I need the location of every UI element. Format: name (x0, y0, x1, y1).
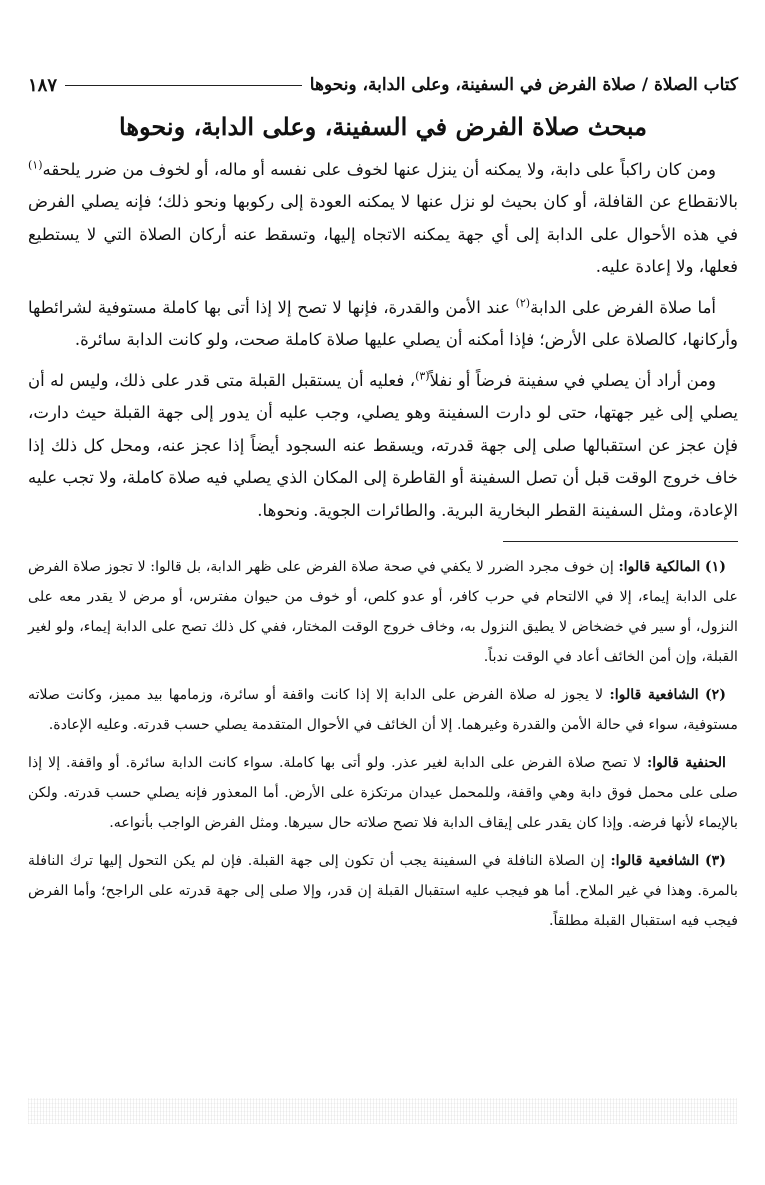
paragraph-3-part-b: ، فعليه أن يستقبل القبلة متى قدر على ذلك، وليس له أن يصلي إلى غير جهتها، حتى لو دارت السفينة وهو يصلي، وجب عليه أن يدور إلى جهة القبلة حيث دارت، فإن عجز عن استقبالها صلى إلى جهة قدرته، ويسقط عنه السجود أيضاً إذا عجز عنه، ومحل كل ذلك إذا خاف خروج الوقت قبل أن تصل السفينة أو القاطرة إلى المكان الذي يصلي فيه صلاة كاملة، ولا تجب عليه الإعادة، ومثل السفينة القطر البخارية البرية. والطائرات الجوية. ونحوها. (28, 370, 739, 520)
running-header (28, 70, 738, 100)
footnote-separator (503, 541, 738, 542)
paragraph-3 (28, 365, 738, 528)
paragraph-1 (28, 154, 738, 284)
footnote-2 (28, 680, 738, 740)
header-rule (65, 85, 302, 86)
footnote-3-text: إن الصلاة النافلة في السفينة يجب أن تكون إلى جهة القبلة. فإن لم يكن التحول إليها ترك النافلة بالمرة. وهذا في غير الملاح. أما هو فيجب عليه استقبال القبلة إن قدر، وإلا صلى إلى جهة قدرته على الراجح؛ وأما الفرض فيجب فيه استقبال القبلة مطلقاً. (28, 853, 738, 930)
footnotes (28, 552, 738, 936)
scan-noise-strip (28, 1098, 737, 1124)
paragraph-2-part-b: عند الأمن والقدرة، فإنها لا تصح إلا إذا أتى بها كاملة مستوفية لشرائطها وأركانها، كالصلاة على الأرض؛ فإذا أمكنه أن يصلي عليها صلاة كاملة صحت، ولو كانت الدابة سائرة. (28, 297, 738, 350)
footnote-2-hanafi-school: الحنفية قالوا: (646, 755, 726, 772)
page-number: ١٨٧ (28, 74, 58, 96)
footnote-1-school: المالكية قالوا: (618, 559, 701, 576)
paragraph-3-part-a: ومن أراد أن يصلي في سفينة فرضاً أو نفلاً (429, 370, 717, 390)
running-title: كتاب الصلاة / صلاة الفرض في السفينة، وعلى الدابة، ونحوها (309, 75, 738, 95)
footnote-1 (28, 552, 738, 672)
footnote-2-text: لا يجوز له صلاة الفرض على الدابة إلا إذا كانت واقفة أو سائرة، وزمامها بيد مميز، وكانت صلاته مستوفية، سواء في حالة الأمن والقدرة وغيرهما. إلا أن الخائف في الأحوال المتقدمة يصلي حسب قدرته. وعليه الإعادة. (28, 687, 738, 734)
paragraph-1-part-b: بالانقطاع عن القافلة، أو كان بحيث لو نزل عنها لا يمكنه العودة إلى ركوبها ونحو ذلك؛ فإنه يصلي الفرض في هذه الأحوال على الدابة إلى أي جهة يمكنه الاتجاه إليها، وتسقط عنه أركان الصلاة التي لا يستطيع فعلها، ولا إعادة عليه. (28, 192, 738, 277)
footnote-ref-2: (٢) (515, 296, 531, 310)
footnote-2-number: (٢) (704, 687, 726, 704)
footnote-ref-1: (١) (28, 158, 43, 172)
footnote-2-hanafi (28, 748, 738, 838)
footnote-1-text: إن خوف مجرد الضرر لا يكفي في صحة صلاة الفرض على ظهر الدابة، بل قالوا: لا تجوز صلاة الفرض على الدابة إيماء، إلا في الالتحام في حرب كافر، أو عدو كلص، أو خوف من حيوان مفترس، أو مرض لا يقدر معه على النزول، أو سير في خضخاض لا يطيق النزول به، وخاف خروج الوقت المختار، ففي كل ذلك تصح على الدابة إيماء، ولو لغير القبلة، وإن أمن الخائف أعاد في الوقت ندباً. (28, 559, 738, 666)
section-title: مبحث صلاة الفرض في السفينة، وعلى الدابة، ونحوها (119, 112, 647, 141)
paragraph-2-part-a: أما صلاة الفرض على الدابة (530, 297, 716, 317)
footnote-1-number: (١) (704, 559, 726, 576)
paragraph-2 (28, 292, 738, 357)
paragraph-1-part-a: ومن كان راكباً على دابة، ولا يمكنه أن ينزل عنها لخوف على نفسه أو ماله، أو لخوف من ضرر يلحقه (42, 159, 716, 179)
main-text (28, 154, 738, 528)
footnote-ref-3: (٣) (415, 369, 430, 383)
book-page (28, 70, 738, 944)
footnote-3-school: الشافعية قالوا: (610, 853, 700, 870)
footnote-2-school: الشافعية قالوا: (609, 687, 699, 704)
footnote-2-hanafi-text: لا تصح صلاة الفرض على الدابة لغير عذر. ولو أتى بها كاملة. سواء كانت الدابة سائرة. أو واقفة. إلا إذا صلى على محمل فوق دابة وهي واقفة، وللمحمل عيدان مرتكزة على الأرض. أما المعذور فإنه يصلي حسب قدرته. ولكن بالإيماء لأنها فرضه. وإذا كان يقدر على إيقاف الدابة فلا تصح صلاته حال سيرها. ومثل الفرض الواجب بأنواعه. (28, 755, 738, 832)
footnote-3 (28, 846, 738, 936)
footnote-3-number: (٣) (704, 853, 726, 870)
